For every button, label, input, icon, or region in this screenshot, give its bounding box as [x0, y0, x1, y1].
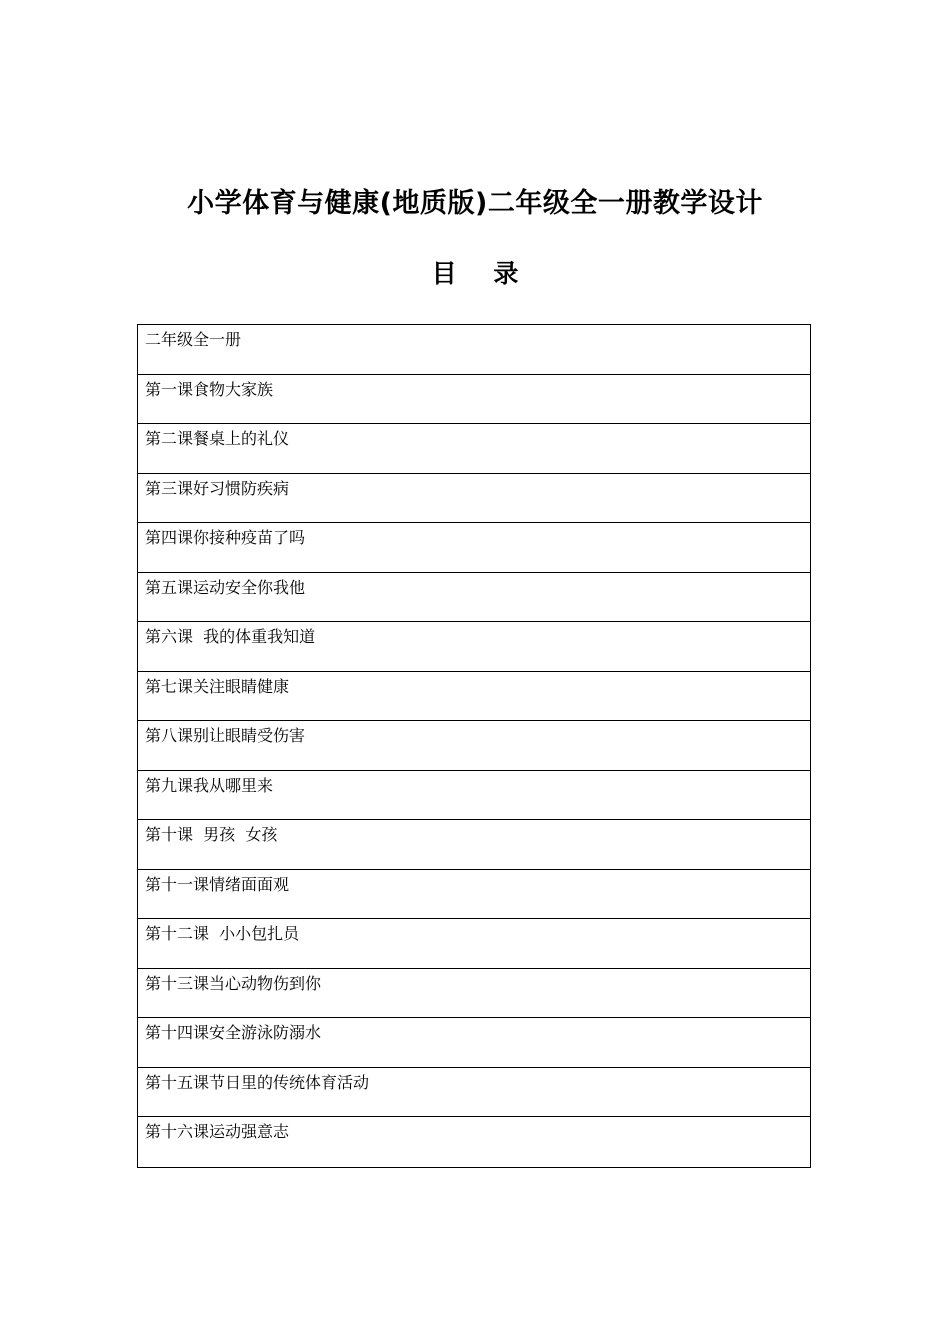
toc-row-lesson-14: 第十四课安全游泳防溺水	[138, 1018, 810, 1068]
toc-row-lesson-10: 第十课 男孩 女孩	[138, 820, 810, 870]
toc-row-lesson-3: 第三课好习惯防疾病	[138, 474, 810, 524]
toc-row-lesson-6: 第六课 我的体重我知道	[138, 622, 810, 672]
toc-row-lesson-5: 第五课运动安全你我他	[138, 573, 810, 623]
document-title: 小学体育与健康(地质版)二年级全一册教学设计	[187, 188, 763, 219]
toc-row-lesson-7: 第七课关注眼睛健康	[138, 672, 810, 722]
toc-row-lesson-4: 第四课你接种疫苗了吗	[138, 523, 810, 573]
toc-row-lesson-11: 第十一课情绪面面观	[138, 870, 810, 920]
toc-table	[137, 324, 811, 1168]
toc-row-lesson-2: 第二课餐桌上的礼仪	[138, 424, 810, 474]
toc-row-lesson-8: 第八课别让眼睛受伤害	[138, 721, 810, 771]
toc-row-lesson-15: 第十五课节日里的传统体育活动	[138, 1068, 810, 1118]
toc-row-lesson-16: 第十六课运动强意志	[145, 1122, 290, 1141]
toc-row-lesson-12: 第十二课 小小包扎员	[138, 919, 810, 969]
toc-row-lesson-1: 第一课食物大家族	[138, 375, 810, 425]
toc-row-lesson-13: 第十三课当心动物伤到你	[138, 969, 810, 1019]
toc-row-grade: 二年级全一册	[138, 325, 810, 375]
toc-heading: 目 录	[431, 259, 533, 288]
toc-row-lesson-9: 第九课我从哪里来	[138, 771, 810, 821]
